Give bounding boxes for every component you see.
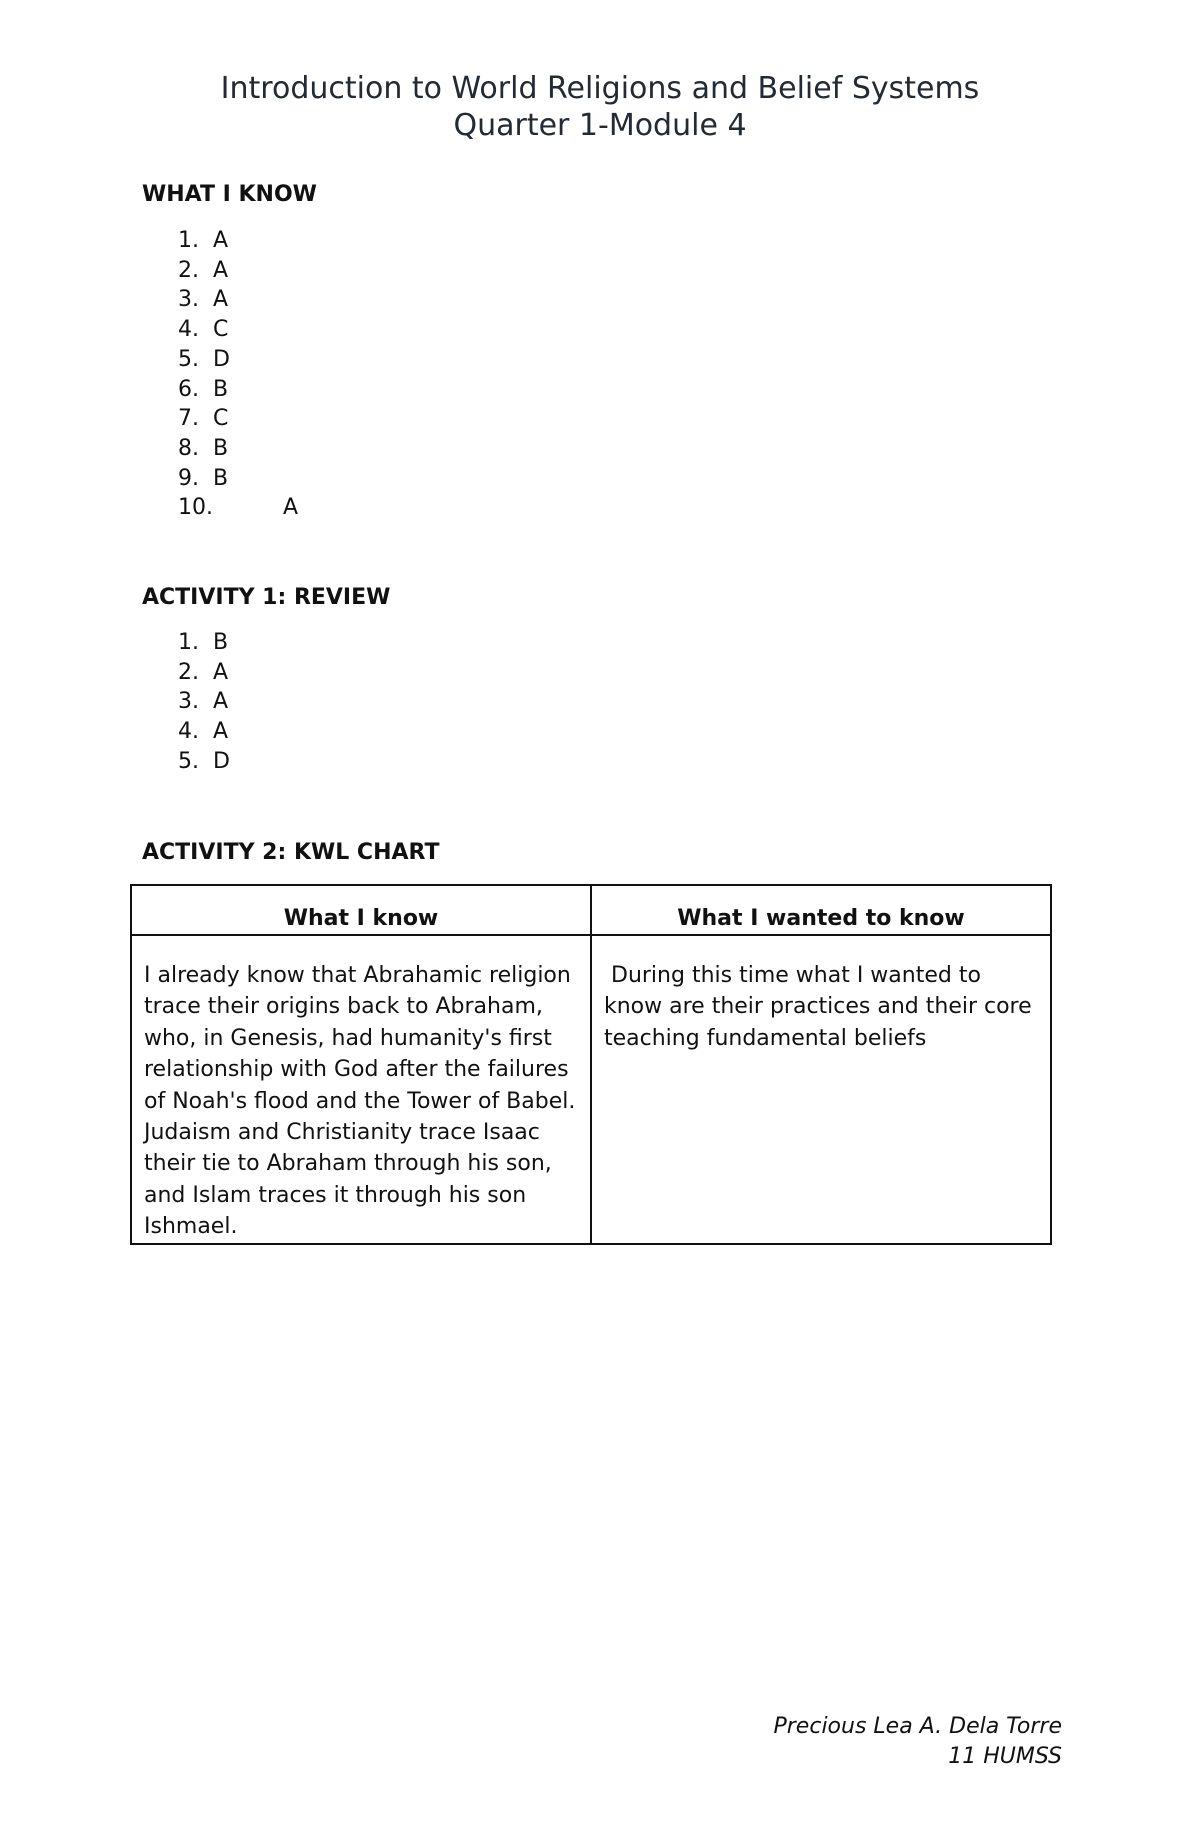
answer-item: [178, 717, 230, 747]
answer-letter: A: [213, 228, 229, 253]
answer-item: [178, 434, 298, 464]
answer-item: [178, 628, 230, 658]
answer-number: 7.: [178, 406, 199, 432]
document-title: Introduction to World Religions and Belief Systems: [220, 71, 980, 106]
kwl-header-what-i-know: What I know: [131, 885, 591, 935]
answer-letter: D: [213, 748, 230, 774]
answer-number: 3.: [178, 287, 199, 313]
answer-number: 9.: [178, 465, 199, 491]
answer-item: [178, 256, 298, 286]
activity1-heading: ACTIVITY 1: REVIEW: [142, 585, 391, 610]
answer-letter: A: [213, 257, 229, 283]
answer-letter: B: [213, 630, 229, 655]
what-i-know-heading: WHAT I KNOW: [142, 182, 317, 207]
document-subtitle: Quarter 1-Module 4: [453, 108, 747, 143]
answer-item: [178, 658, 230, 688]
answer-number: 10.: [178, 495, 213, 521]
student-name: Precious Lea A. Dela Torre: [773, 1714, 1062, 1739]
kwl-cell-what-i-wanted-to-know: During this time what I wanted to know are their practices and their core teaching fundamental beliefs: [591, 935, 1051, 1244]
what-i-know-answer-list: [178, 226, 298, 523]
answer-letter: C: [213, 317, 229, 343]
answer-number: 2.: [178, 659, 199, 685]
answer-letter: B: [213, 376, 229, 402]
kwl-cell-what-i-know: I already know that Abrahamic religion trace their origins back to Abraham, who, in Genesis, had humanity's first relationship with God after the failures of Noah's flood and the Tower of Babel. Judaism and Christianity trace Isaac their tie to Abraham through his son, and Islam traces it through his son Ishmael.: [131, 935, 591, 1244]
answer-number: 8.: [178, 435, 199, 461]
answer-item: [178, 464, 298, 494]
answer-item: [178, 404, 298, 434]
answer-number: 2.: [178, 257, 199, 283]
answer-item: [178, 226, 298, 256]
answer-item: [178, 687, 230, 717]
answer-number: 4.: [178, 317, 199, 343]
answer-item: [178, 747, 230, 777]
kwl-header-what-i-wanted-to-know: What I wanted to know: [591, 885, 1051, 935]
answer-number: 1.: [178, 228, 199, 253]
answer-letter: A: [283, 495, 299, 521]
answer-letter: B: [213, 465, 229, 491]
answer-number: 6.: [178, 376, 199, 402]
answer-item: [178, 375, 298, 405]
answer-letter: A: [213, 287, 229, 313]
answer-item: [178, 315, 298, 345]
answer-number: 3.: [178, 689, 199, 715]
answer-number: 4.: [178, 719, 199, 745]
kwl-chart-table: [130, 884, 1052, 1245]
answer-item: [178, 493, 298, 523]
activity1-answer-list: [178, 628, 230, 777]
answer-letter: A: [213, 689, 229, 715]
answer-number: 1.: [178, 630, 199, 655]
student-section: 11 HUMSS: [948, 1744, 1062, 1769]
answer-letter: A: [213, 719, 229, 745]
answer-letter: B: [213, 435, 229, 461]
activity2-heading: ACTIVITY 2: KWL CHART: [142, 840, 440, 865]
answer-letter: C: [213, 406, 229, 432]
answer-letter: A: [213, 659, 229, 685]
answer-item: [178, 345, 298, 375]
answer-item: [178, 285, 298, 315]
answer-number: 5.: [178, 346, 199, 372]
answer-letter: D: [213, 346, 230, 372]
answer-number: 5.: [178, 748, 199, 774]
